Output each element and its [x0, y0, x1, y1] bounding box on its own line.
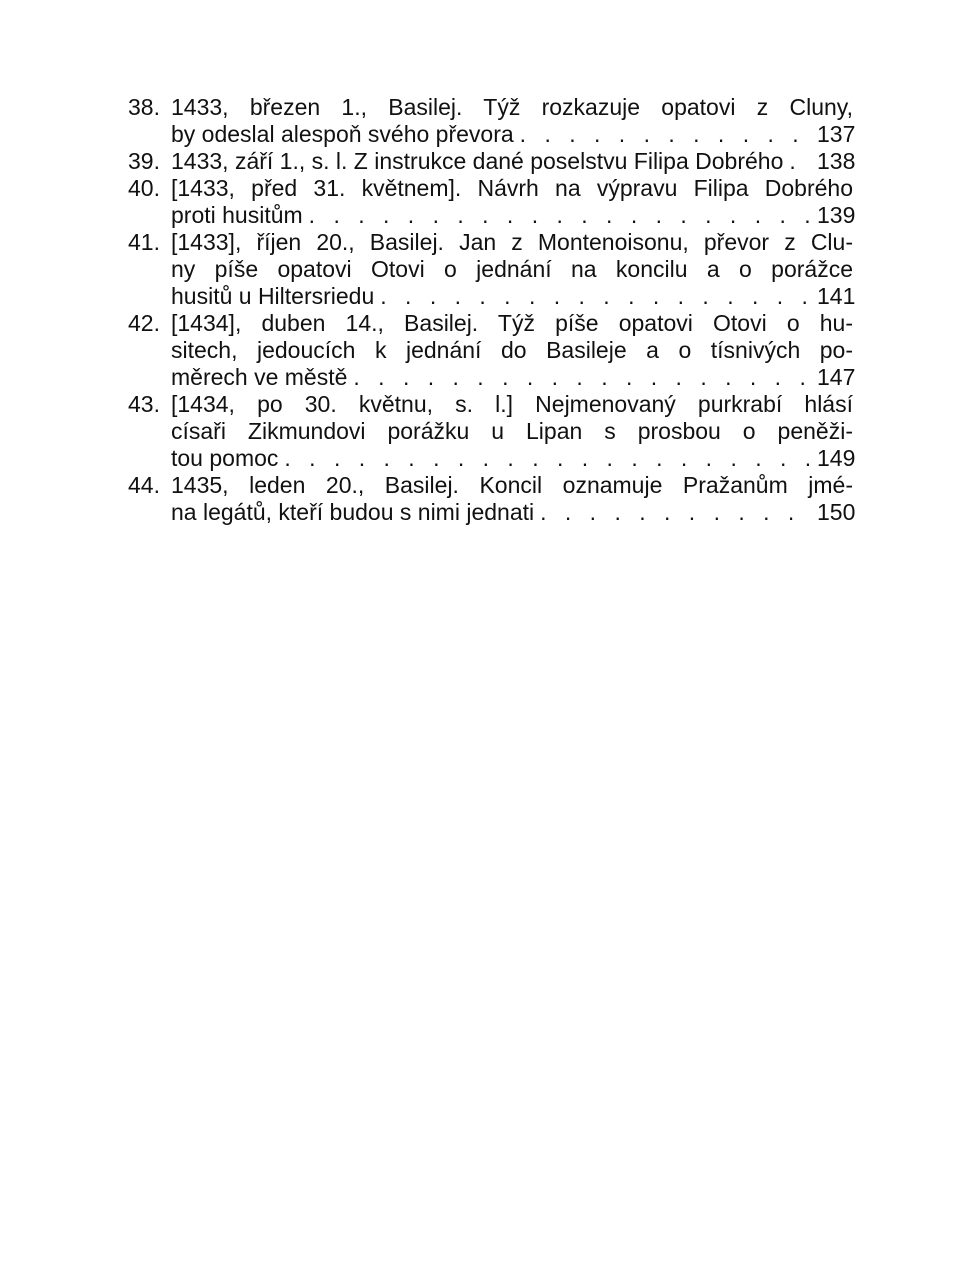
- entry-last-line: [171, 445, 856, 472]
- dot-leader: [309, 202, 813, 229]
- page-number: 147: [817, 364, 856, 390]
- entry-text-line: [1434, po 30. květnu, s. l.] Nejmenovaný purkrabí hlásí: [171, 391, 853, 417]
- entry-last-line: [171, 283, 856, 310]
- entry-number: 38.: [128, 94, 160, 120]
- entry-text-line: [1434], duben 14., Basilej. Týž píše opatovi Otovi o hu-: [171, 310, 853, 336]
- entry-number: 39.: [128, 148, 160, 174]
- dot-leader: [380, 283, 813, 310]
- page-number: 150: [817, 499, 856, 525]
- toc-entry-43: [128, 391, 856, 472]
- entry-text-line: císaři Zikmundovi porážku u Lipan s prosbou o peněži-: [171, 418, 853, 444]
- page-number: 141: [817, 283, 856, 309]
- dot-leader: [284, 445, 813, 472]
- page-number: 149: [817, 445, 856, 471]
- entry-last-line: [171, 121, 856, 148]
- entry-text-line: husitů u Hiltersriedu: [171, 283, 375, 309]
- entry-last-line: [171, 202, 856, 229]
- table-of-contents: [128, 94, 856, 526]
- dot-leader: [540, 499, 813, 526]
- toc-entry-39: [128, 148, 856, 175]
- entry-text-line: 1435, leden 20., Basilej. Koncil oznamuje Pražanům jmé-: [171, 472, 853, 498]
- entry-text-line: tou pomoc: [171, 445, 279, 471]
- entry-number: 40.: [128, 175, 160, 201]
- dot-leader: [789, 148, 813, 175]
- entry-text-line: [1433, před 31. květnem]. Návrh na výpravu Filipa Dobrého: [171, 175, 853, 201]
- entry-text-line: by odeslal alespoň svého převora: [171, 121, 514, 147]
- entry-text-line: sitech, jedoucích k jednání do Basileje a o tísnivých po-: [171, 337, 853, 363]
- entry-text-line: 1433, březen 1., Basilej. Týž rozkazuje opatovi z Cluny,: [171, 94, 853, 120]
- entry-text-line: měrech ve městě: [171, 364, 348, 390]
- entry-number: 41.: [128, 229, 160, 255]
- entry-last-line: [171, 148, 856, 175]
- entry-text-line: na legátů, kteří budou s nimi jednati: [171, 499, 535, 525]
- entry-text-line: [1433], říjen 20., Basilej. Jan z Montenoisonu, převor z Clu-: [171, 229, 853, 255]
- entry-last-line: [171, 499, 856, 526]
- toc-entry-42: [128, 310, 856, 391]
- entry-text-line: proti husitům: [171, 202, 303, 228]
- entry-text-line: ny píše opatovi Otovi o jednání na koncilu a o porážce: [171, 256, 853, 282]
- page-number: 139: [817, 202, 856, 228]
- entry-number: 43.: [128, 391, 160, 417]
- toc-entry-41: [128, 229, 856, 310]
- entry-number: 44.: [128, 472, 160, 498]
- entry-number: 42.: [128, 310, 160, 336]
- toc-entry-38: [128, 94, 856, 148]
- toc-entry-44: [128, 472, 856, 526]
- page-number: 138: [817, 148, 856, 174]
- entry-last-line: [171, 364, 856, 391]
- toc-entry-40: [128, 175, 856, 229]
- dot-leader: [353, 364, 813, 391]
- entry-text-line: 1433, září 1., s. l. Z instrukce dané poselstvu Filipa Dobrého: [171, 148, 784, 174]
- page-number: 137: [817, 121, 856, 147]
- dot-leader: [520, 121, 813, 148]
